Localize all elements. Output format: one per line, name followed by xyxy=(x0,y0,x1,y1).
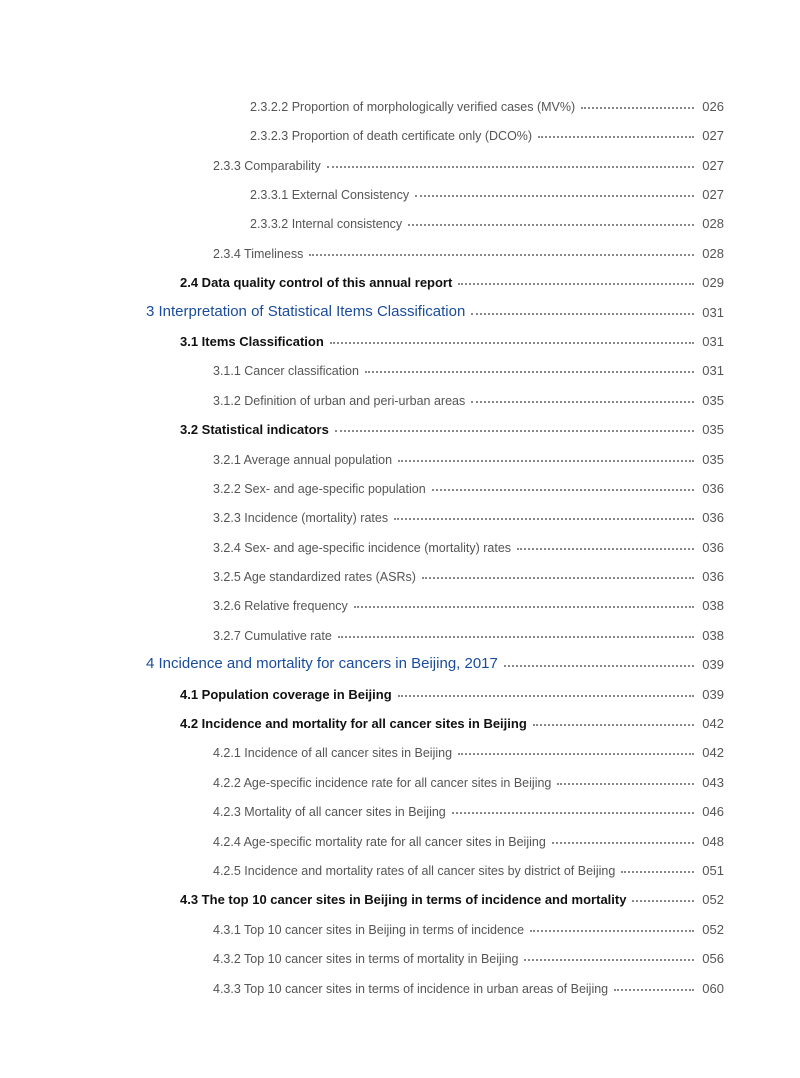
toc-entry-title: 4 Incidence and mortality for cancers in Beijing, 2017 xyxy=(146,655,498,672)
toc-entry-title: 4.2.1 Incidence of all cancer sites in Beijing xyxy=(213,746,453,760)
toc-page-number: 046 xyxy=(702,804,724,819)
toc-entry[interactable] xyxy=(213,151,724,173)
toc-entry[interactable] xyxy=(180,680,724,702)
dot-leader xyxy=(458,753,694,755)
toc-entry[interactable] xyxy=(213,562,724,584)
toc-page-number: 052 xyxy=(702,892,724,907)
toc-page-number: 052 xyxy=(702,922,724,937)
toc-page-number: 042 xyxy=(702,745,724,760)
toc-entry[interactable] xyxy=(213,827,724,849)
dot-leader xyxy=(504,665,694,667)
toc-entry-title: 3.2.6 Relative frequency xyxy=(213,599,348,613)
toc-entry-title: 3.1 Items Classification xyxy=(180,334,324,349)
toc-entry-title: 3.2.7 Cumulative rate xyxy=(213,629,332,643)
toc-page-number: 027 xyxy=(702,158,724,173)
toc-entry-title: 2.3.3 Comparability xyxy=(213,159,321,173)
toc-page-number: 035 xyxy=(702,393,724,408)
toc-page-number: 031 xyxy=(702,334,724,349)
toc-page-number: 029 xyxy=(702,275,724,290)
toc-entry-title: 4.2.3 Mortality of all cancer sites in Beijing xyxy=(213,805,446,819)
toc-entry[interactable] xyxy=(213,974,724,996)
toc-entry[interactable] xyxy=(213,797,724,819)
toc-entry[interactable] xyxy=(213,856,724,878)
toc-entry-title: 4.3.2 Top 10 cancer sites in terms of mortality in Beijing xyxy=(213,952,519,966)
toc-page-number: 038 xyxy=(702,598,724,613)
toc-page-number: 036 xyxy=(702,540,724,555)
toc-entry-title: 3.2.2 Sex- and age-specific population xyxy=(213,482,426,496)
toc-page-number: 028 xyxy=(702,216,724,231)
dot-leader xyxy=(538,136,694,138)
dot-leader xyxy=(533,724,694,726)
toc-page-number: 056 xyxy=(702,951,724,966)
dot-leader xyxy=(330,342,694,344)
toc-entry-title: 4.3 The top 10 cancer sites in Beijing in terms of incidence and mortality xyxy=(180,892,627,907)
toc-entry[interactable] xyxy=(213,533,724,555)
toc-entry[interactable] xyxy=(213,445,724,467)
toc-entry-title: 4.3.3 Top 10 cancer sites in terms of incidence in urban areas of Beijing xyxy=(213,982,609,996)
toc-entry-title: 4.2.2 Age-specific incidence rate for all cancer sites in Beijing xyxy=(213,776,552,790)
dot-leader xyxy=(309,254,694,256)
dot-leader xyxy=(557,783,694,785)
toc-entry-title: 2.3.3.1 External Consistency xyxy=(250,188,410,202)
toc-page-number: 060 xyxy=(702,981,724,996)
dot-leader xyxy=(581,107,694,109)
toc-entry-title: 4.2 Incidence and mortality for all cancer sites in Beijing xyxy=(180,716,527,731)
toc-page-number: 036 xyxy=(702,481,724,496)
toc-entry[interactable] xyxy=(213,386,724,408)
dot-leader xyxy=(432,489,694,491)
toc-page-number: 038 xyxy=(702,628,724,643)
dot-leader xyxy=(354,606,694,608)
toc-entry[interactable] xyxy=(180,709,724,731)
toc-page-number: 039 xyxy=(702,657,724,672)
dot-leader xyxy=(398,460,694,462)
dot-leader xyxy=(452,812,694,814)
toc-page-number: 027 xyxy=(702,187,724,202)
toc-page-number: 051 xyxy=(702,863,724,878)
toc-entry-title: 2.3.2.2 Proportion of morphologically verified cases (MV%) xyxy=(250,100,576,114)
dot-leader xyxy=(517,548,694,550)
toc-entry[interactable] xyxy=(213,474,724,496)
toc-page-number: 035 xyxy=(702,422,724,437)
toc-entry[interactable] xyxy=(180,885,724,907)
dot-leader xyxy=(524,959,694,961)
toc-page-number: 031 xyxy=(702,363,724,378)
dot-leader xyxy=(621,871,694,873)
toc-entry[interactable] xyxy=(213,239,724,261)
toc-entry[interactable] xyxy=(180,268,724,290)
toc-page-number: 028 xyxy=(702,246,724,261)
toc-entry[interactable] xyxy=(213,768,724,790)
dot-leader xyxy=(632,900,694,902)
toc-entry-title: 4.2.4 Age-specific mortality rate for all cancer sites in Beijing xyxy=(213,835,546,849)
dot-leader xyxy=(471,313,694,315)
toc-entry[interactable] xyxy=(250,209,724,231)
toc-page-number: 027 xyxy=(702,128,724,143)
toc-entry-title: 2.3.4 Timeliness xyxy=(213,247,304,261)
toc-page-number: 036 xyxy=(702,569,724,584)
dot-leader xyxy=(530,930,694,932)
toc-page-number: 042 xyxy=(702,716,724,731)
dot-leader xyxy=(398,695,694,697)
dot-leader xyxy=(614,989,694,991)
toc-entry-title: 4.2.5 Incidence and mortality rates of all cancer sites by district of Beijing xyxy=(213,864,616,878)
toc-page-number: 048 xyxy=(702,834,724,849)
toc-entry-title: 3.2.1 Average annual population xyxy=(213,453,393,467)
dot-leader xyxy=(471,401,694,403)
toc-entry[interactable] xyxy=(146,650,724,672)
dot-leader xyxy=(338,636,694,638)
dot-leader xyxy=(335,430,694,432)
toc-entry-title: 4.1 Population coverage in Beijing xyxy=(180,687,392,702)
toc-entry[interactable] xyxy=(213,738,724,760)
toc-entry[interactable] xyxy=(213,621,724,643)
dot-leader xyxy=(415,195,694,197)
toc-entry[interactable] xyxy=(213,944,724,966)
toc-entry-title: 2.4 Data quality control of this annual report xyxy=(180,275,453,290)
toc-entry[interactable] xyxy=(213,503,724,525)
toc-entry[interactable] xyxy=(180,415,724,437)
toc-entry-title: 3.2 Statistical indicators xyxy=(180,422,329,437)
toc-entry-title: 4.3.1 Top 10 cancer sites in Beijing in terms of incidence xyxy=(213,923,525,937)
dot-leader xyxy=(408,224,694,226)
dot-leader xyxy=(458,283,694,285)
toc-entry-title: 2.3.2.3 Proportion of death certificate only (DCO%) xyxy=(250,129,533,143)
toc-page-number: 036 xyxy=(702,510,724,525)
toc-entry-title: 3.2.3 Incidence (mortality) rates xyxy=(213,511,389,525)
toc-entry[interactable] xyxy=(213,915,724,937)
toc-entry-title: 3.2.4 Sex- and age-specific incidence (mortality) rates xyxy=(213,541,512,555)
dot-leader xyxy=(394,518,694,520)
toc-entry-title: 3.2.5 Age standardized rates (ASRs) xyxy=(213,570,416,584)
toc-page-number: 031 xyxy=(702,305,724,320)
dot-leader xyxy=(422,577,694,579)
dot-leader xyxy=(365,371,694,373)
toc-entry-title: 3.1.2 Definition of urban and peri-urban areas xyxy=(213,394,466,408)
dot-leader xyxy=(552,842,694,844)
toc-entry-title: 2.3.3.2 Internal consistency xyxy=(250,217,403,231)
toc-page-number: 043 xyxy=(702,775,724,790)
toc-entry-title: 3 Interpretation of Statistical Items Classification xyxy=(146,303,466,320)
toc-entry[interactable] xyxy=(146,298,724,320)
toc-page-number: 039 xyxy=(702,687,724,702)
toc-entry[interactable] xyxy=(213,356,724,378)
dot-leader xyxy=(327,166,694,168)
toc-entry[interactable] xyxy=(180,327,724,349)
toc-page-number: 035 xyxy=(702,452,724,467)
toc-entry[interactable] xyxy=(250,121,724,143)
toc-entry-title: 3.1.1 Cancer classification xyxy=(213,364,359,378)
toc-entry[interactable] xyxy=(250,180,724,202)
toc-entry[interactable] xyxy=(213,591,724,613)
toc-page-number: 026 xyxy=(702,99,724,114)
toc-entry[interactable] xyxy=(250,92,724,114)
